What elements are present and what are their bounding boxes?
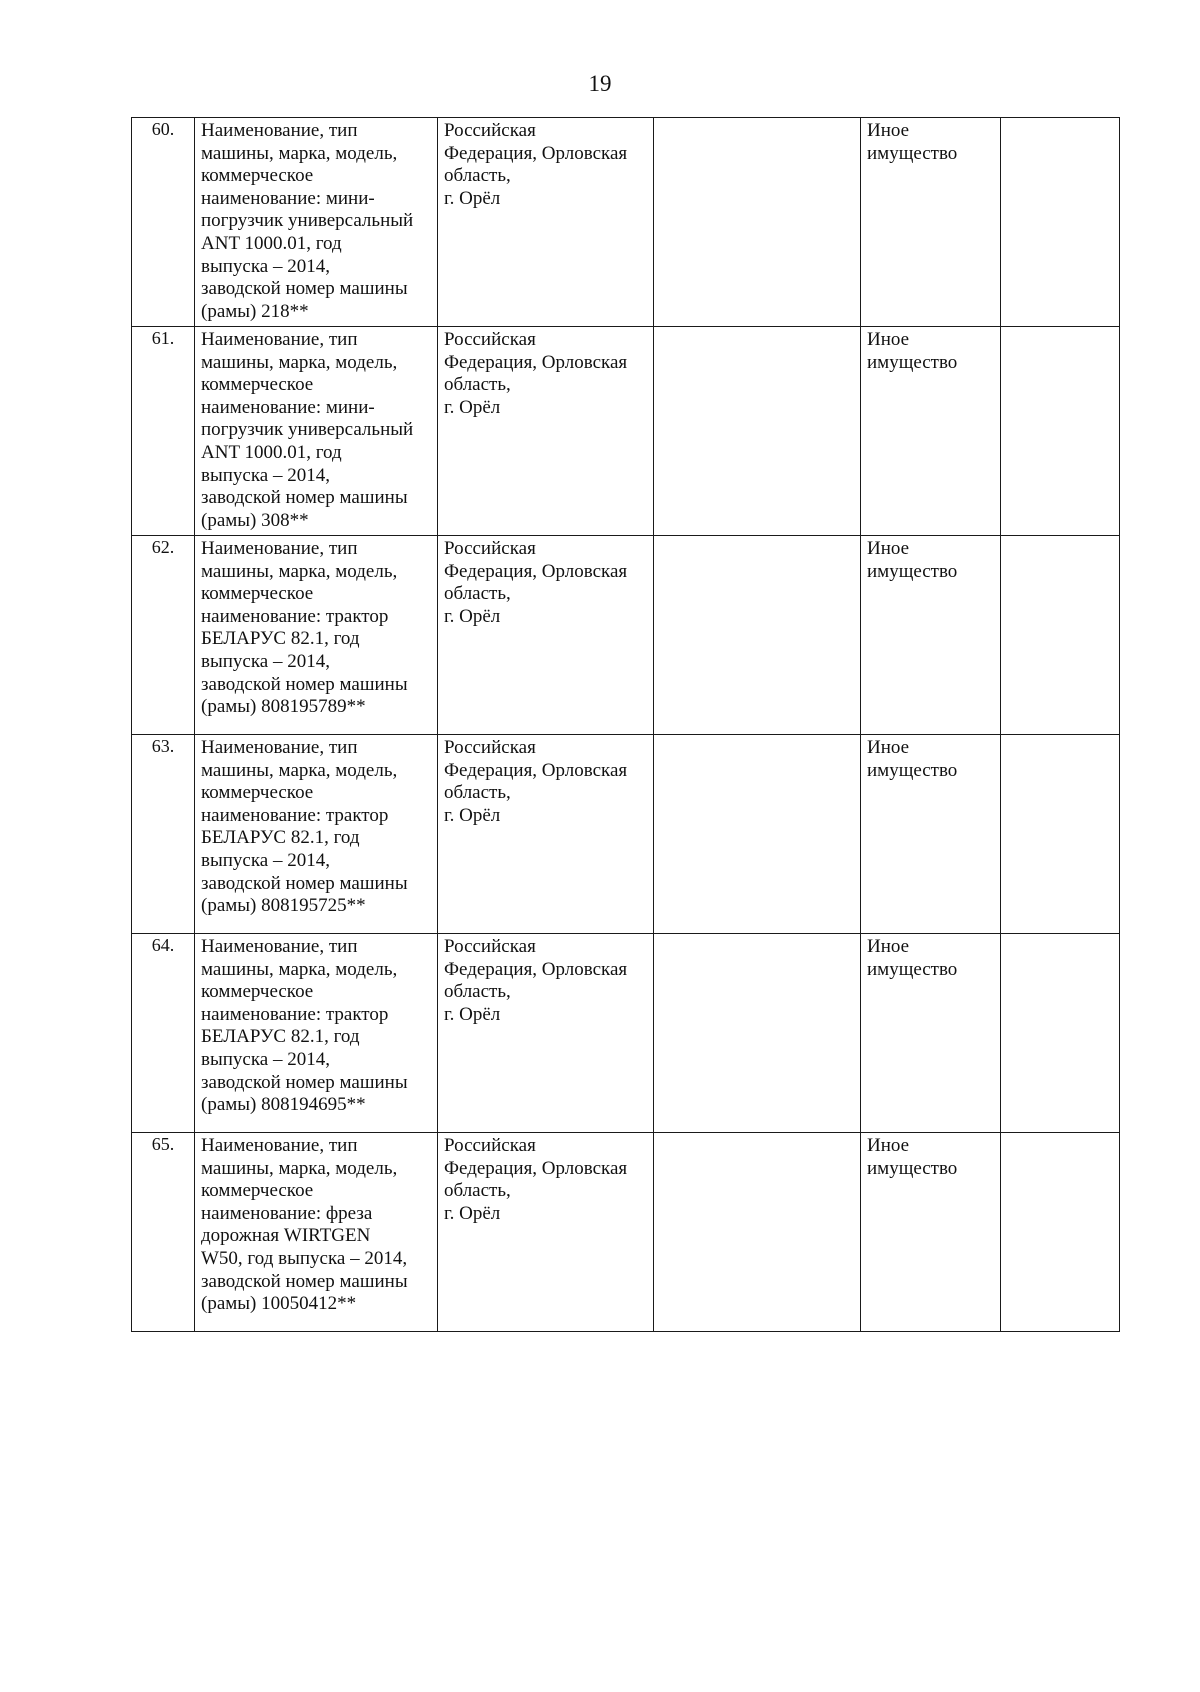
table-row — [132, 934, 1120, 1133]
property-registry-table — [131, 117, 1120, 1332]
property-category: Иное имущество — [861, 1133, 1001, 1332]
empty-cell — [1001, 735, 1120, 934]
table-row — [132, 118, 1120, 327]
property-description: Наименование, тип машины, марка, модель, коммерческое наименование: трактор БЕЛАРУС 82.1, год выпуска – 2014, заводской номер машины (рамы) 808195789** — [195, 536, 438, 735]
table-row — [132, 735, 1120, 934]
row-number: 64. — [132, 934, 195, 1133]
property-description: Наименование, тип машины, марка, модель, коммерческое наименование: мини- погрузчик универсальный ANT 1000.01, год выпуска – 2014, заводской номер машины (рамы) 218** — [195, 118, 438, 327]
property-description: Наименование, тип машины, марка, модель, коммерческое наименование: фреза дорожная WIRTGEN W50, год выпуска – 2014, заводской номер машины (рамы) 10050412** — [195, 1133, 438, 1332]
empty-cell — [1001, 327, 1120, 536]
empty-cell — [1001, 1133, 1120, 1332]
property-location: Российская Федерация, Орловская область, г. Орёл — [438, 536, 654, 735]
empty-cell — [654, 536, 861, 735]
property-description: Наименование, тип машины, марка, модель, коммерческое наименование: трактор БЕЛАРУС 82.1, год выпуска – 2014, заводской номер машины (рамы) 808194695** — [195, 934, 438, 1133]
property-category: Иное имущество — [861, 327, 1001, 536]
property-description: Наименование, тип машины, марка, модель, коммерческое наименование: мини- погрузчик универсальный ANT 1000.01, год выпуска – 2014, заводской номер машины (рамы) 308** — [195, 327, 438, 536]
property-category: Иное имущество — [861, 934, 1001, 1133]
empty-cell — [654, 118, 861, 327]
table-row — [132, 536, 1120, 735]
property-location: Российская Федерация, Орловская область, г. Орёл — [438, 327, 654, 536]
row-number: 60. — [132, 118, 195, 327]
property-category: Иное имущество — [861, 536, 1001, 735]
property-location: Российская Федерация, Орловская область, г. Орёл — [438, 735, 654, 934]
empty-cell — [654, 327, 861, 536]
page-number: 19 — [588, 71, 612, 96]
empty-cell — [654, 934, 861, 1133]
property-description: Наименование, тип машины, марка, модель, коммерческое наименование: трактор БЕЛАРУС 82.1, год выпуска – 2014, заводской номер машины (рамы) 808195725** — [195, 735, 438, 934]
property-location: Российская Федерация, Орловская область, г. Орёл — [438, 1133, 654, 1332]
empty-cell — [1001, 536, 1120, 735]
empty-cell — [1001, 934, 1120, 1133]
table-row — [132, 1133, 1120, 1332]
property-location: Российская Федерация, Орловская область, г. Орёл — [438, 118, 654, 327]
row-number: 62. — [132, 536, 195, 735]
property-location: Российская Федерация, Орловская область, г. Орёл — [438, 934, 654, 1133]
empty-cell — [654, 1133, 861, 1332]
property-category: Иное имущество — [861, 118, 1001, 327]
property-category: Иное имущество — [861, 735, 1001, 934]
row-number: 65. — [132, 1133, 195, 1332]
row-number: 61. — [132, 327, 195, 536]
empty-cell — [1001, 118, 1120, 327]
empty-cell — [654, 735, 861, 934]
table-row — [132, 327, 1120, 536]
row-number: 63. — [132, 735, 195, 934]
